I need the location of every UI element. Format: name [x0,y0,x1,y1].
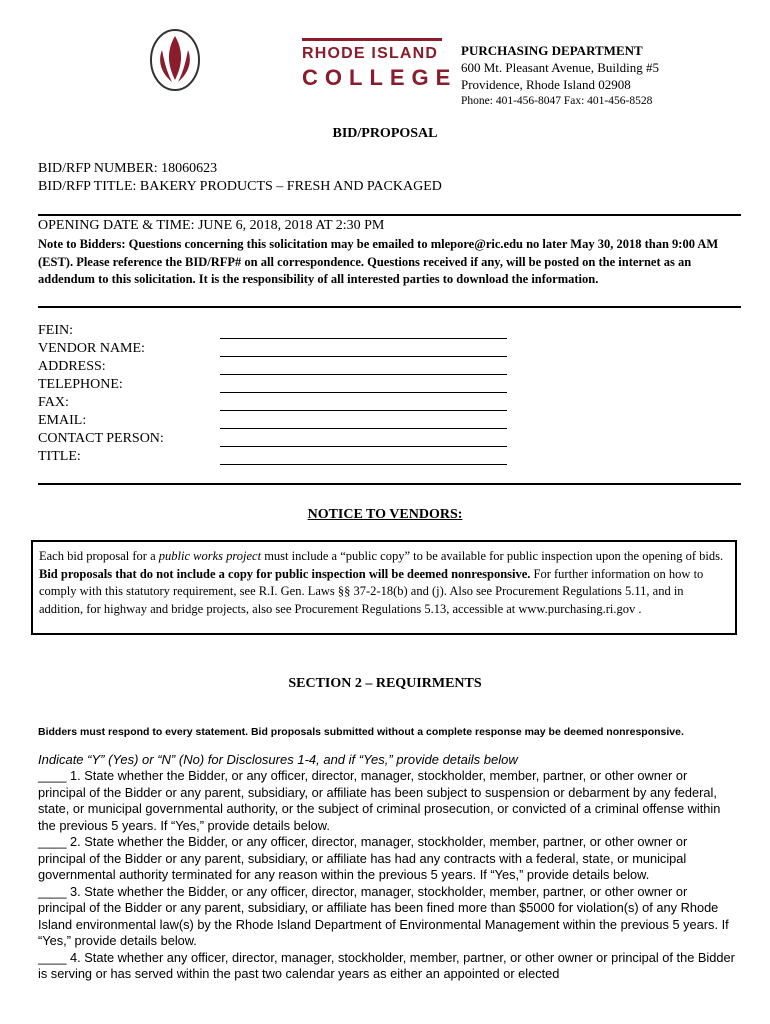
disclosure-item: ____ 4. State whether any officer, director, manager, stockholder, member, partner, or other owner or principal of the Bidder is serving or has served within the past two calendar years as either an appointed or elected [38,949,735,981]
vendor-row-contact [38,431,518,449]
wordmark-line2: COLLEGE [302,65,458,90]
vendor-label: TELEPHONE: [38,377,123,392]
vendor-label: CONTACT PERSON: [38,431,164,446]
address-line2: Providence, Rhode Island 02908 [461,77,631,92]
notice-bold: Bid proposals that do not include a copy for public inspection will be deemed nonresponsive. [39,566,531,581]
opening-date: OPENING DATE & TIME: JUNE 6, 2018, 2018 AT 2:30 PM [38,218,385,233]
divider [38,214,741,216]
purchasing-address-block [461,42,659,110]
note-to-bidders: Note to Bidders: Questions concerning this solicitation may be emailed to mlepore@ric.edu no later May 30, 2018 than 9:00 AM (EST). Please reference the BID/RFP# on all correspondence. Questions received if any, will be posted on the internet as an addendum to this solicitation. It is the responsibility of all interested parties to download the information. [38,237,719,286]
vendor-label: EMAIL: [38,413,87,428]
vendor-label: FEIN: [38,323,73,338]
contact-person-field[interactable] [220,446,507,447]
wordmark-bar [302,38,442,41]
vendor-row-fax [38,395,518,413]
divider [38,306,741,308]
vendor-row-address [38,359,518,377]
notice-text: Each bid proposal for a [39,549,159,563]
vendor-row-telephone [38,377,518,395]
disclosures-list [38,768,738,983]
divider [38,483,741,485]
college-wordmark [302,38,458,91]
telephone-field[interactable] [220,392,507,393]
rfp-title: BID/RFP TITLE: BAKERY PRODUCTS – FRESH AND PACKAGED [38,179,442,194]
doc-title: BID/PROPOSAL [332,126,438,141]
vendor-row-email [38,413,518,431]
vendor-form [38,323,518,467]
fax-field[interactable] [220,410,507,411]
vendor-row-title [38,449,518,467]
disclosure-item: ____ 1. State whether the Bidder, or any officer, director, manager, stockholder, member, partner, or other owner or principal of the Bidder or any parent, subsidiary, or affiliate has been subject to suspension or debarment by any federal, state, or municipal governmental authority, or the subject of criminal prosecution, or convicted of a criminal offense within the previous 5 years. If “Yes,” provide details below. [38,768,721,833]
rfp-number: BID/RFP NUMBER: 18060623 [38,161,218,176]
title-field[interactable] [220,464,507,465]
vendor-label: TITLE: [38,449,81,464]
vendor-label: VENDOR NAME: [38,341,145,356]
address-line1: 600 Mt. Pleasant Avenue, Building #5 [461,60,659,75]
email-field[interactable] [220,428,507,429]
vendor-row-name [38,341,518,359]
indicate-instruction: Indicate “Y” (Yes) or “N” (No) for Disclosures 1-4, and if “Yes,” provide details below [38,752,518,767]
college-logo-icon [148,28,202,92]
vendor-row-fein [38,323,518,341]
bidders-instruction: Bidders must respond to every statement. Bid proposals submitted without a complete response may be deemed nonresponsive. [38,726,684,738]
section-heading: SECTION 2 – REQUIRMENTS [288,676,482,691]
purchasing-dept: PURCHASING DEPARTMENT [461,43,643,58]
notice-italic: public works project [158,549,262,563]
wordmark-line1: RHODE ISLAND [302,45,439,62]
address-field[interactable] [220,374,507,375]
vendor-name-field[interactable] [220,356,507,357]
notice-heading: NOTICE TO VENDORS: [307,507,463,522]
disclosure-item: ____ 3. State whether the Bidder, or any officer, director, manager, stockholder, member, partner, or other owner or principal of the Bidder or any parent, subsidiary, or affiliate has been fined more than $5000 for violation(s) of any Rhode Island environmental law(s) by the Rhode Island Department of Environmental Management within the previous 5 years. If “Yes,” provide details below. [38,883,729,948]
fein-field[interactable] [220,338,507,339]
notice-text: must include a “public copy” to be available for public inspection upon the opening of bids. [261,549,724,563]
disclosure-item: ____ 2. State whether the Bidder, or any officer, director, manager, stockholder, member, partner, or other owner or principal of the Bidder or any parent, subsidiary, or affiliate has had any contracts with a federal, state, or municipal governmental authority terminated for any reason within the previous 5 years. If “Yes,” provide details below. [38,834,688,882]
vendor-label: FAX: [38,395,69,410]
notice-text: For further information on how to comply with this statutory requirement, see R.I. Gen. Laws §§ 37-2-18(b) and (j). Also see Procurement Regulations 5.11, and in addition, for highway and bridge projects, also see Procurement Regulations 5.13, accessible at www.purchasing.ri.gov . [39,566,704,616]
vendor-label: ADDRESS: [38,359,106,374]
notice-box [31,540,737,635]
phone-fax: Phone: 401-456-8047 Fax: 401-456-8528 [461,95,653,107]
